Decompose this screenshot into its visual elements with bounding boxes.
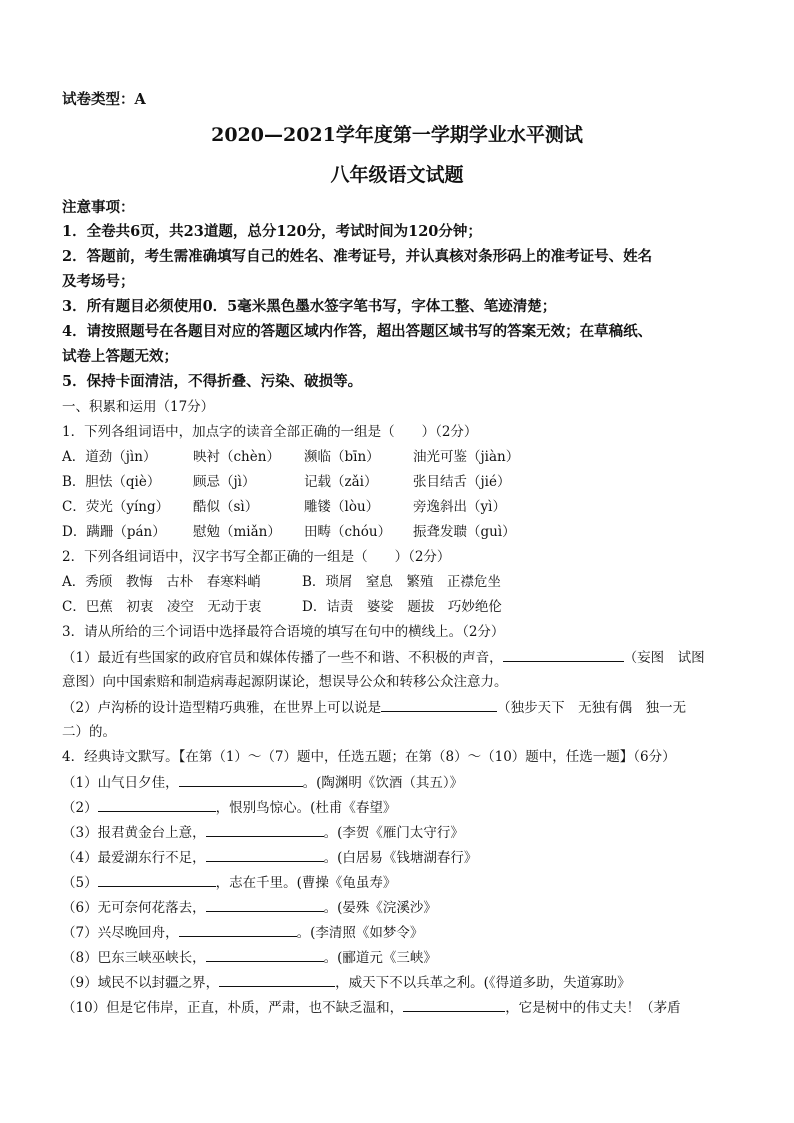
q3-text: （2）卢沟桥的设计造型精巧典雅，在世界上可以说是	[62, 700, 382, 716]
poem-post: 。(晏殊《浣溪沙》	[323, 900, 437, 916]
poem-line	[62, 797, 396, 818]
q1-option-b-word: 顾忌（jì）	[193, 474, 256, 490]
q1-option-b-word: 记载（zǎi）	[304, 474, 378, 490]
poem-pre: （6）无可奈何花落去，	[62, 900, 206, 916]
note-line: 及考场号；	[62, 273, 135, 290]
poem-post: 。(陶渊明《饮酒（其五）》	[302, 775, 464, 791]
q1-option-c-word: 雕镂（lòu）	[304, 499, 380, 515]
q1-option-d-word: D．蹒跚（pán）	[62, 524, 166, 540]
poem-pre: （10）但是它伟岸，正直，朴质，严肃，也不缺乏温和，	[62, 1000, 404, 1016]
q3-sentence-1-cont: 意图）向中国索赔和制造病毒起源阴谋论，想误导公众和转移公众注意力。	[62, 674, 508, 690]
section-heading: 一、积累和运用（17分）	[62, 399, 215, 415]
q3-options: （独步天下 无独有偶 独一无	[497, 700, 687, 716]
q1-option-a-word: 映衬（chèn）	[193, 449, 280, 465]
answer-blank[interactable]	[403, 997, 505, 1012]
q3-sentence-2-cont: 二）的。	[62, 724, 116, 740]
poem-line	[62, 847, 477, 868]
note-line: 3．所有题目必须使用0．5毫米黑色墨水签字笔书写，字体工整、笔迹清楚；	[62, 298, 557, 315]
poem-line	[62, 997, 681, 1018]
paper-type: 试卷类型：A	[62, 91, 146, 108]
poem-post: 。(白居易《钱塘湖春行》	[323, 850, 478, 866]
poem-line	[62, 822, 464, 843]
q1-option-d-word: 慰勉（miǎn）	[193, 524, 281, 540]
question-4-stem: 4．经典诗文默写。【在第（1）～（7）题中，任选五题；在第（8）～（10）题中，任选一题】（6分）	[62, 749, 676, 765]
question-2-stem: 2．下列各组词语中，汉字书写全都正确的一组是（ ）（2分）	[62, 549, 451, 565]
answer-blank[interactable]	[206, 947, 324, 962]
poem-pre: （7）兴尽晚回舟，	[62, 925, 179, 941]
q1-option-d-word: 振聋发聩（guì）	[413, 524, 516, 540]
poem-pre: （2）	[62, 800, 98, 816]
answer-blank[interactable]	[503, 647, 624, 662]
question-1-stem: 1．下列各组词语中，加点字的读音全部正确的一组是（ ）（2分）	[62, 424, 478, 440]
poem-line	[62, 772, 463, 793]
poem-post: 。(李贺《雁门太守行》	[323, 825, 464, 841]
q2-option: C．巴蕉 初衷 凌空 无动于衷	[62, 599, 262, 615]
note-line: 1．全卷共6页，共23道题，总分120分，考试时间为120分钟；	[62, 223, 482, 240]
exam-title: 2020—2021学年度第一学期学业水平测试	[211, 124, 583, 146]
answer-blank[interactable]	[179, 772, 303, 787]
answer-blank[interactable]	[98, 797, 216, 812]
poem-pre: （1）山气日夕佳，	[62, 775, 179, 791]
answer-blank[interactable]	[179, 922, 297, 937]
poem-line	[62, 972, 631, 993]
q3-options: （妄图 试图	[623, 650, 705, 666]
q1-option-c-word: 酷似（sì）	[193, 499, 259, 515]
q1-option-a-word: 濒临（bīn）	[304, 449, 380, 465]
poem-pre: （8）巴东三峡巫峡长，	[62, 950, 206, 966]
q1-option-a-word: A．道劲（jìn）	[62, 449, 157, 465]
note-line: 试卷上答题无效；	[62, 348, 178, 365]
poem-pre: （5）	[62, 875, 98, 891]
answer-blank[interactable]	[206, 822, 324, 837]
q3-sentence-2	[62, 697, 686, 718]
q3-text: （1）最近有些国家的政府官员和媒体传播了一些不和谐、不积极的声音，	[62, 650, 503, 666]
poem-pre: （4）最爱湖东行不足，	[62, 850, 206, 866]
note-line: 4．请按照题号在各题目对应的答题区域内作答，超出答题区域书写的答案无效；在草稿纸、	[62, 323, 653, 340]
q2-option: D．诘责 婆娑 题拔 巧妙绝伦	[302, 599, 502, 615]
poem-post: ，志在千里。(曹操《龟虽寿》	[215, 875, 397, 891]
question-3-stem: 3．请从所给的三个词语中选择最符合语境的填写在句中的横线上。（2分）	[62, 624, 505, 640]
poem-post: 。(郦道元《三峡》	[323, 950, 437, 966]
note-line: 5．保持卡面清洁，不得折叠、污染、破损等。	[62, 373, 363, 390]
poem-post: 。(李清照《如梦令》	[296, 925, 424, 941]
poem-post: ，威天下不以兵革之利。(《得道多助，失道寡助》	[335, 975, 631, 991]
q1-option-a-word: 油光可鉴（jiàn）	[413, 449, 520, 465]
poem-line	[62, 922, 423, 943]
answer-blank[interactable]	[206, 847, 324, 862]
q1-option-d-word: 田畴（chóu）	[304, 524, 392, 540]
poem-post: ，它是树中的伟丈夫！（茅盾	[505, 1000, 681, 1016]
poem-line	[62, 872, 396, 893]
q1-option-c-word: 旁逸斜出（yì）	[413, 499, 506, 515]
answer-blank[interactable]	[98, 872, 216, 887]
note-line: 2．答题前，考生需准确填写自己的姓名、准考证号，并认真核对条形码上的准考证号、姓名	[62, 248, 653, 265]
q2-option: A．秀颀 教悔 古朴 春寒料峭	[62, 574, 261, 590]
exam-subtitle: 八年级语文试题	[330, 164, 464, 186]
poem-pre: （9）域民不以封疆之界，	[62, 975, 220, 991]
notes-heading: 注意事项：	[62, 199, 135, 216]
poem-post: ，恨别鸟惊心。(杜甫《春望》	[215, 800, 397, 816]
q3-sentence-1	[62, 647, 705, 668]
answer-blank[interactable]	[219, 972, 335, 987]
q1-option-b-word: 张目结舌（jié）	[413, 474, 511, 490]
poem-line	[62, 947, 437, 968]
answer-blank[interactable]	[206, 897, 324, 912]
answer-blank[interactable]	[381, 697, 497, 712]
poem-line	[62, 897, 437, 918]
q1-option-c-word: C．荧光（yíng）	[62, 499, 170, 515]
q1-option-b-word: B．胆怯（qiè）	[62, 474, 161, 490]
q2-option: B．琐屑 窒息 繁殖 正襟危坐	[302, 574, 501, 590]
poem-pre: （3）报君黄金台上意，	[62, 825, 206, 841]
